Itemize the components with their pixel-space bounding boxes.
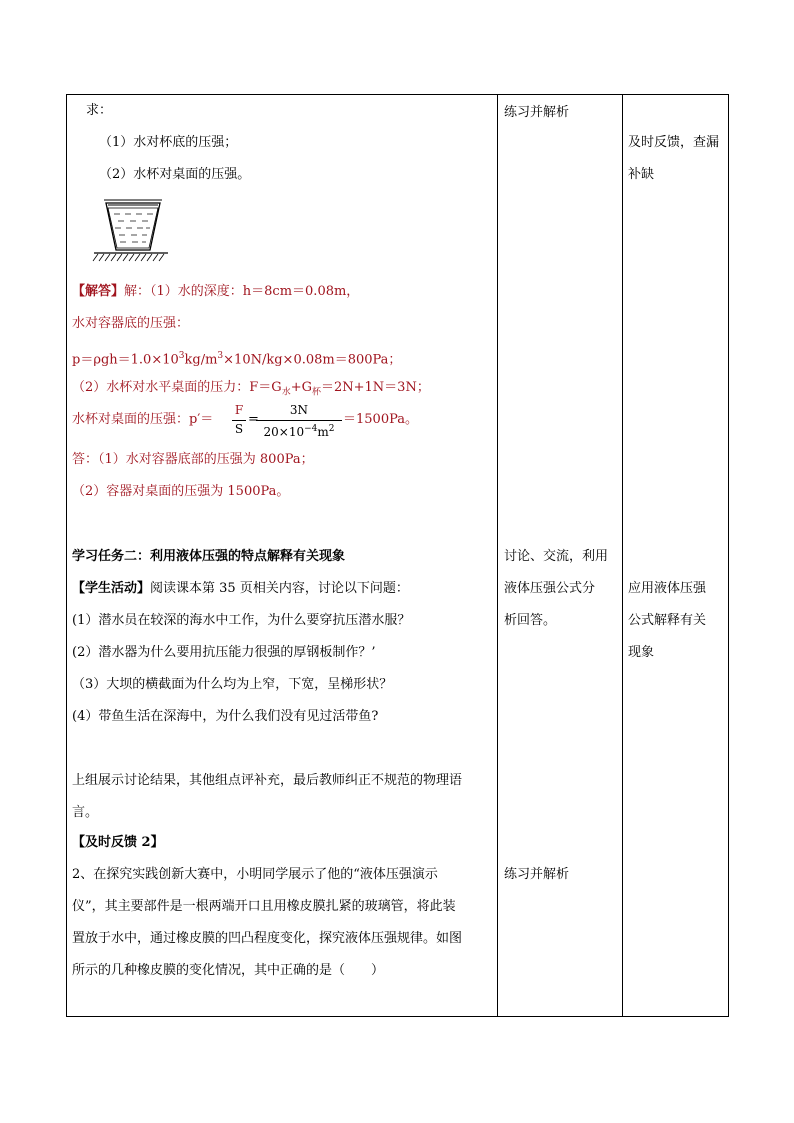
frac2-numerator: 3N — [289, 403, 309, 417]
formula-part: p＝ρgh＝1.0×10 — [72, 352, 179, 368]
right-note-2-line-2: 公式解释有关 — [628, 613, 707, 628]
question2-line-2: 仪”，其主要部件是一根两端开口且用橡皮膜扎紧的玻璃管，将此装 — [72, 899, 456, 914]
frac-part: m — [317, 425, 329, 439]
cup-on-table-figure — [92, 198, 168, 266]
middle-note-2-line-3: 析回答。 — [504, 613, 557, 628]
frac1-denominator: S — [234, 422, 244, 436]
answer-line — [72, 284, 359, 300]
formula-part: +G — [290, 380, 312, 395]
feedback2-tag: 【及时反馈 2】 — [72, 835, 164, 850]
formula-part: ×10N/kg×0.08m＝800Pa； — [223, 352, 402, 368]
activity-tag: 【学生活动】 — [72, 581, 151, 596]
discussion-1: (1）潜水员在较深的海水中工作，为什么要穿抗压潜水服？ — [72, 613, 411, 628]
water-bottom-label: 水对容器底的压强： — [72, 316, 190, 331]
frac-sup: −4 — [304, 424, 318, 434]
column-divider-2 — [622, 95, 623, 1016]
frac1-numerator: F — [234, 403, 244, 417]
formula-water-pressure — [72, 348, 401, 368]
question-1: （1）水对杯底的压强； — [99, 135, 238, 150]
discussion-3: （3）大坝的横截面为什么均为上窄，下宽，呈梯形状？ — [72, 677, 393, 692]
formula-sub: 杯 — [311, 387, 321, 398]
right-note-1-line-2: 补缺 — [628, 167, 655, 182]
discussion-2: (2）潜水器为什么要用抗压能力很强的厚钢板制作？’ — [72, 645, 376, 660]
task2-title: 学习任务二：利用液体压强的特点解释有关现象 — [72, 549, 346, 564]
discussion-4: (4）带鱼生活在深海中，为什么我们没有见过活带鱼? — [72, 709, 379, 724]
formula-part: ＝2N+1N＝3N； — [321, 380, 430, 395]
frac-part: 20×10 — [263, 425, 305, 439]
formula-sub: 水 — [281, 387, 291, 398]
pressure-result: ＝1500Pa。 — [343, 412, 418, 427]
right-note-2-line-3: 现象 — [628, 645, 655, 660]
formula-sup: 3 — [178, 351, 185, 361]
activity-line — [72, 581, 409, 597]
middle-note-2-line-1: 讨论、交流，利用 — [504, 549, 609, 564]
frac1-bar — [232, 420, 246, 421]
right-note-1-line-1: 及时反馈，查漏 — [628, 135, 720, 150]
frac2-bar — [256, 420, 342, 421]
pressure-label: 水杯对桌面的压强：p′＝ — [72, 412, 214, 427]
middle-note-1: 练习并解析 — [504, 105, 570, 120]
final-answer-1: 答：（1）水对容器底部的压强为 800Pa； — [72, 452, 314, 467]
column-divider-1 — [497, 95, 498, 1016]
answer-intro: 解：（1）水的深度：h＝8cm＝0.08m， — [124, 284, 360, 299]
formula-part: （2）水杯对水平桌面的压力：F＝G — [72, 380, 282, 395]
answer-tag: 【解答】 — [72, 284, 125, 299]
question2-line-1: 2、在探究实践创新大赛中，小明同学展示了他的“液体压强演示 — [72, 867, 438, 882]
activity-text: 阅读课本第 35 页相关内容，讨论以下问题： — [150, 581, 409, 596]
right-note-2-line-1: 应用液体压强 — [628, 581, 707, 596]
equals-sign: = — [248, 412, 259, 427]
question-2: （2）水杯对桌面的压强。 — [99, 167, 251, 182]
frac-sup: 2 — [328, 424, 335, 434]
question2-line-3: 置放于水中，通过橡皮膜的凹凸程度变化，探究液体压强规律。如图 — [72, 931, 463, 946]
summary-line-1: 上组展示讨论结果，其他组点评补充，最后教师纠正不规范的物理语 — [72, 773, 463, 788]
formula-force — [72, 380, 430, 401]
middle-note-3: 练习并解析 — [504, 867, 570, 882]
frac2-denominator — [256, 424, 342, 439]
final-answer-2: （2）容器对桌面的压强为 1500Pa。 — [72, 484, 290, 499]
question2-line-4: 所示的几种橡皮膜的变化情况，其中正确的是（ ） — [72, 963, 385, 978]
formula-sup: 3 — [217, 351, 224, 361]
middle-note-2-line-2: 液体压强公式分 — [504, 581, 596, 596]
ask-label: 求： — [86, 103, 113, 118]
formula-part: kg/m — [184, 352, 218, 368]
summary-line-2: 言。 — [72, 805, 99, 820]
